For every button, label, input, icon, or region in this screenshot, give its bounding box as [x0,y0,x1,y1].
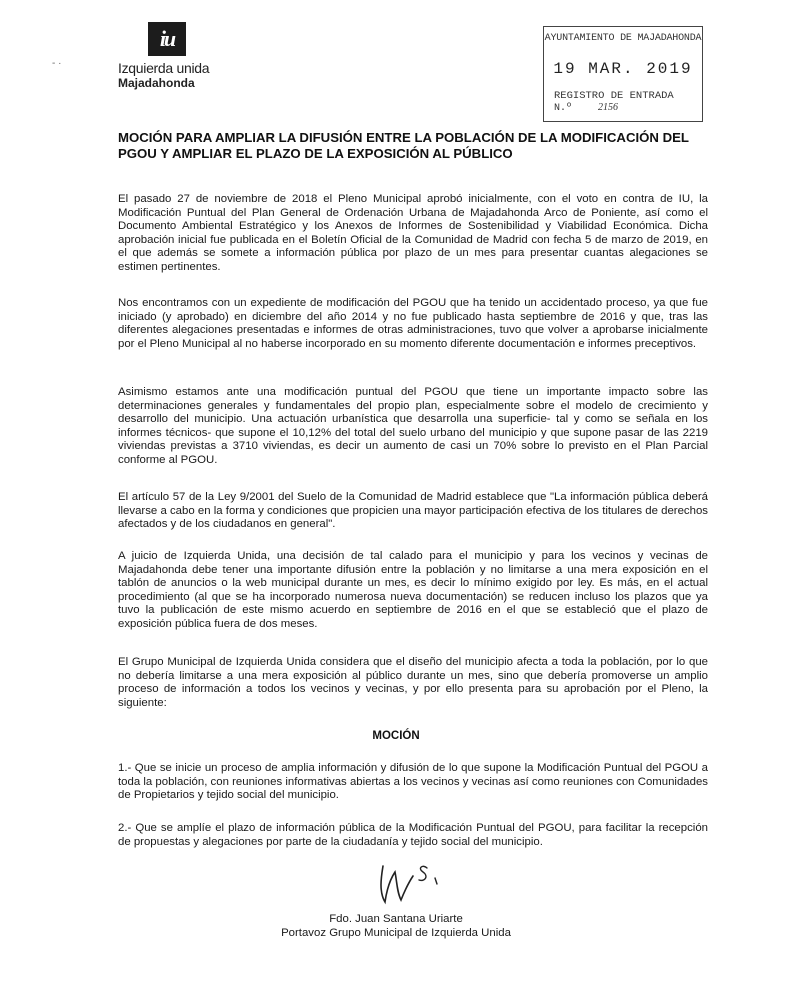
paragraph-1: El pasado 27 de noviembre de 2018 el Pleno Municipal aprobó inicialmente, con el voto en contra de IU, la Modificación Puntual del Plan General de Ordenación Urbana de Majadahonda Arco de Poniente, así como el Documento Ambiental Estratégico y los Anexos de Informes de Sostenibilidad y Viabilidad Económica. Dicha aprobación inicial fue publicada en el Boletín Oficial de la Comunidad de Madrid con fecha 5 de marzo de 2019, en el que además se somete a información pública por plazo de un mes para presentar cuantas alegaciones se estimen pertinentes. [118,193,708,273]
paragraph-6: El Grupo Municipal de Izquierda Unida considera que el diseño del municipio afecta a toda la población, por lo que no debería limitarse a una mera exposición al público durante un mes, sino que debería promoverse un amplio proceso de información a todos los vecinos y vecinas, y por ello presenta para su aprobación por el Pleno, la siguiente: [118,656,708,709]
stamp-numero [554,102,702,114]
paragraph-4: El artículo 57 de la Ley 9/2001 del Suelo de la Comunidad de Madrid establece que "La información pública deberá llevarse a cabo en la forma y condiciones que propicien una mayor participación efectiva de los titulares de derechos afectados y de los ciudadanos en general". [118,491,708,531]
stamp-registro: REGISTRO DE ENTRADA [554,90,674,102]
registry-stamp [543,26,703,122]
logo [118,22,228,90]
scan-artifact: - · [52,58,62,69]
stamp-org: AYUNTAMIENTO DE MAJADAHONDA [544,33,702,44]
signature-block [0,912,792,940]
motion-heading: MOCIÓN [372,730,420,742]
document-title: MOCIÓN PARA AMPLIAR LA DIFUSIÓN ENTRE LA POBLACIÓN DE LA MODIFICACIÓN DEL PGOU Y AMPLIAR EL PLAZO DE LA EXPOSICIÓN AL PÚBLICO [118,130,689,161]
motion-point-1: 1.- Que se inicie un proceso de amplia información y difusión de lo que supone la Modificación Puntual del PGOU a toda la población, con reuniones informativas abiertas a los vecinos y vecinas así como reuniones con Comunidades de Propietarios y tejido social del municipio. [118,762,708,802]
stamp-numero-label: N.º [554,103,573,114]
signatory-role: Portavoz Grupo Municipal de Izquierda Unida [281,927,511,939]
logo-name: Izquierda unida [118,60,210,76]
stamp-date: 19 MAR. 2019 [553,60,693,78]
stamp-numero-value: 2156 [598,102,619,113]
paragraph-2: Nos encontramos con un expediente de modificación del PGOU que ha tenido un accidentado proceso, ya que fue iniciado (y aprobado) en diciembre del año 2014 y no fue publicado hasta septiembre de 2016 y que, tras las diferentes alegaciones presentadas e informes de otras administraciones, tuvo que volver a aprobarse inicialmente por el Pleno Municipal al no haberse incorporado en su momento diferente documentación e informes preceptivos. [118,297,708,350]
paragraph-3: Asimismo estamos ante una modificación puntual del PGOU que tiene un importante impacto sobre las determinaciones generales y fundamentales del propio plan, especialmente sobre el modelo de crecimiento y desarrollo del municipio. Una actuación urbanística que desarrolla una superficie- tal y como se señala en los informes técnicos- que supone el 10,12% del total del suelo urbano del municipio y que supone pasar de las 2219 viviendas previstas a 3710 viviendas, es decir un aumento de casi un 70% sobre lo previsto en el Plan Parcial conforme al PGOU. [118,386,708,466]
handwritten-signature [375,858,450,908]
logo-badge: iu [148,22,186,56]
paragraph-5: A juicio de Izquierda Unida, una decisión de tal calado para el municipio y para los vecinos y vecinas de Majadahonda debe tener una importante difusión entre la población y no limitarse a una mera exposición en el tablón de anuncios o la web municipal durante un mes, es decir lo mínimo exigido por ley. Es más, en el actual procedimiento (al que se ha incorporado numerosa nueva documentación) se reducen incluso los plazos que ya tuvo la publicación de este mismo acuerdo en septiembre de 2016 en el que se estableció que el plazo de exposición pública fuera de dos meses. [118,550,708,630]
motion-point-2: 2.- Que se amplíe el plazo de información pública de la Modificación Puntual del PGOU, para facilitar la recepción de propuestas y alegaciones por parte de la ciudadanía y tejido social del municipio. [118,822,708,848]
logo-city: Majadahonda [118,76,195,90]
signatory-name: Fdo. Juan Santana Uriarte [329,913,463,925]
